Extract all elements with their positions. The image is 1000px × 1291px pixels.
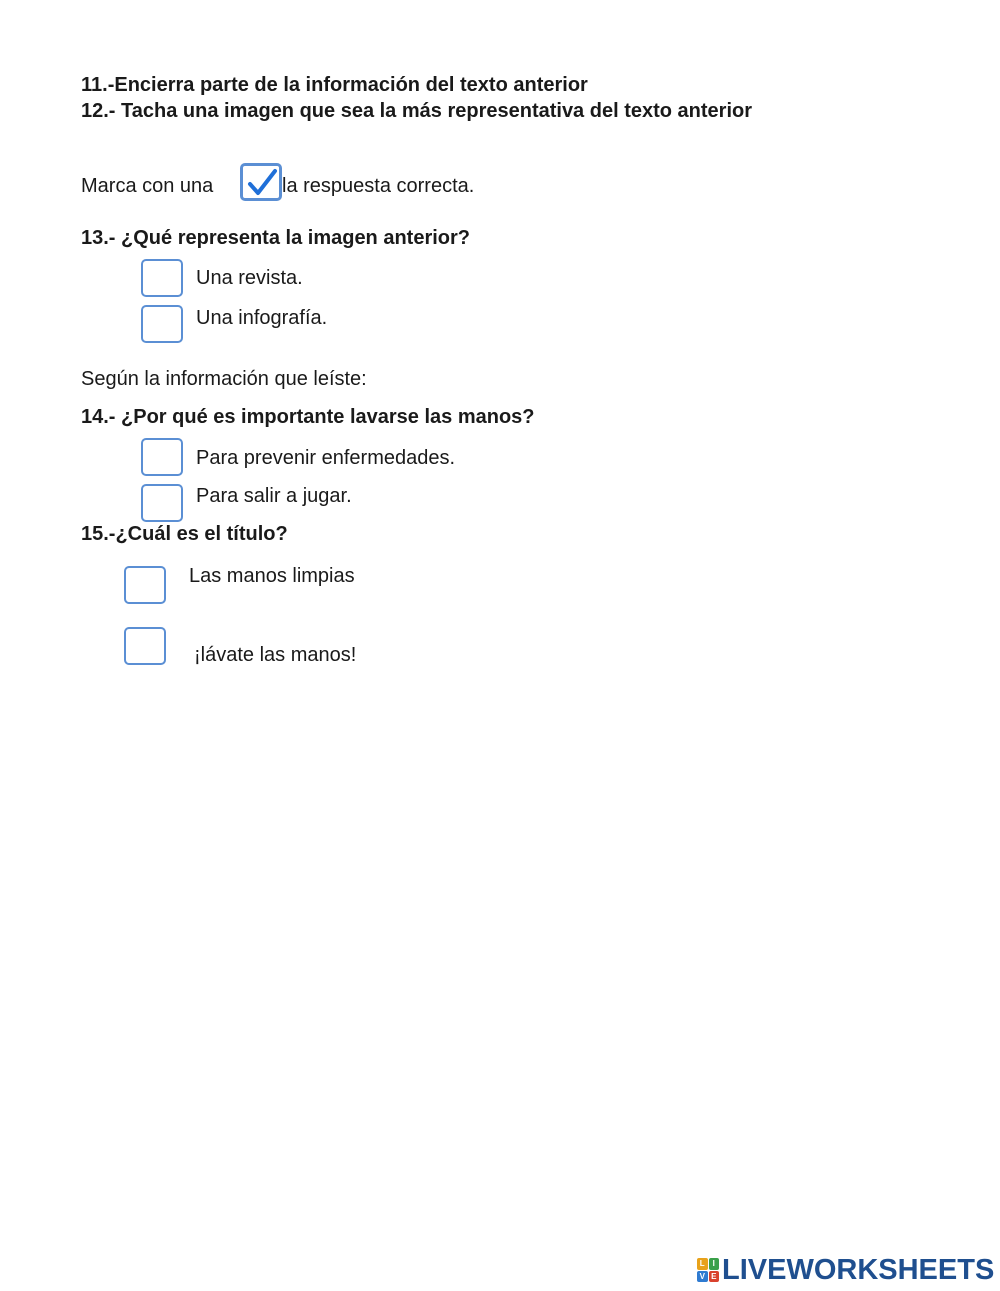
q14-option-2-checkbox[interactable] [141,484,183,522]
logo-text: LIVEWORKSHEETS [722,1253,995,1286]
q13-option-1-checkbox[interactable] [141,259,183,297]
logo-letter: L [697,1258,708,1270]
question-12: 12.- Tacha una imagen que sea la más representativa del texto anterior [81,100,752,122]
q15-option-1-label: Las manos limpias [189,565,355,587]
logo-blocks-icon [697,1258,719,1282]
question-13: 13.- ¿Qué representa la imagen anterior? [81,227,471,249]
liveworksheets-logo [697,1255,994,1285]
q15-option-1-checkbox[interactable] [124,566,166,604]
q14-option-2-label: Para salir a jugar. [196,485,352,507]
q13-option-1-label: Una revista. [196,267,303,289]
logo-letter: I [709,1258,720,1270]
q13-option-2-label: Una infografía. [196,307,328,329]
q14-option-1-label: Para prevenir enfermedades. [196,447,456,469]
mark-instruction-after: la respuesta correcta. [282,175,475,197]
q15-option-2-label: ¡lávate las manos! [194,644,357,666]
example-checked-box [240,163,282,201]
intro-14: Según la información que leíste: [81,368,367,390]
question-11: 11.-Encierra parte de la información del texto anterior [81,74,588,96]
q13-option-2-checkbox[interactable] [141,305,183,343]
logo-letter: E [709,1271,720,1283]
q15-option-2-checkbox[interactable] [124,627,166,665]
question-14: 14.- ¿Por qué es importante lavarse las manos? [81,406,535,428]
logo-letter: V [697,1271,708,1283]
q14-option-1-checkbox[interactable] [141,438,183,476]
mark-instruction-before: Marca con una [81,175,214,197]
question-15: 15.-¿Cuál es el título? [81,523,288,545]
checkmark-icon [245,167,279,199]
